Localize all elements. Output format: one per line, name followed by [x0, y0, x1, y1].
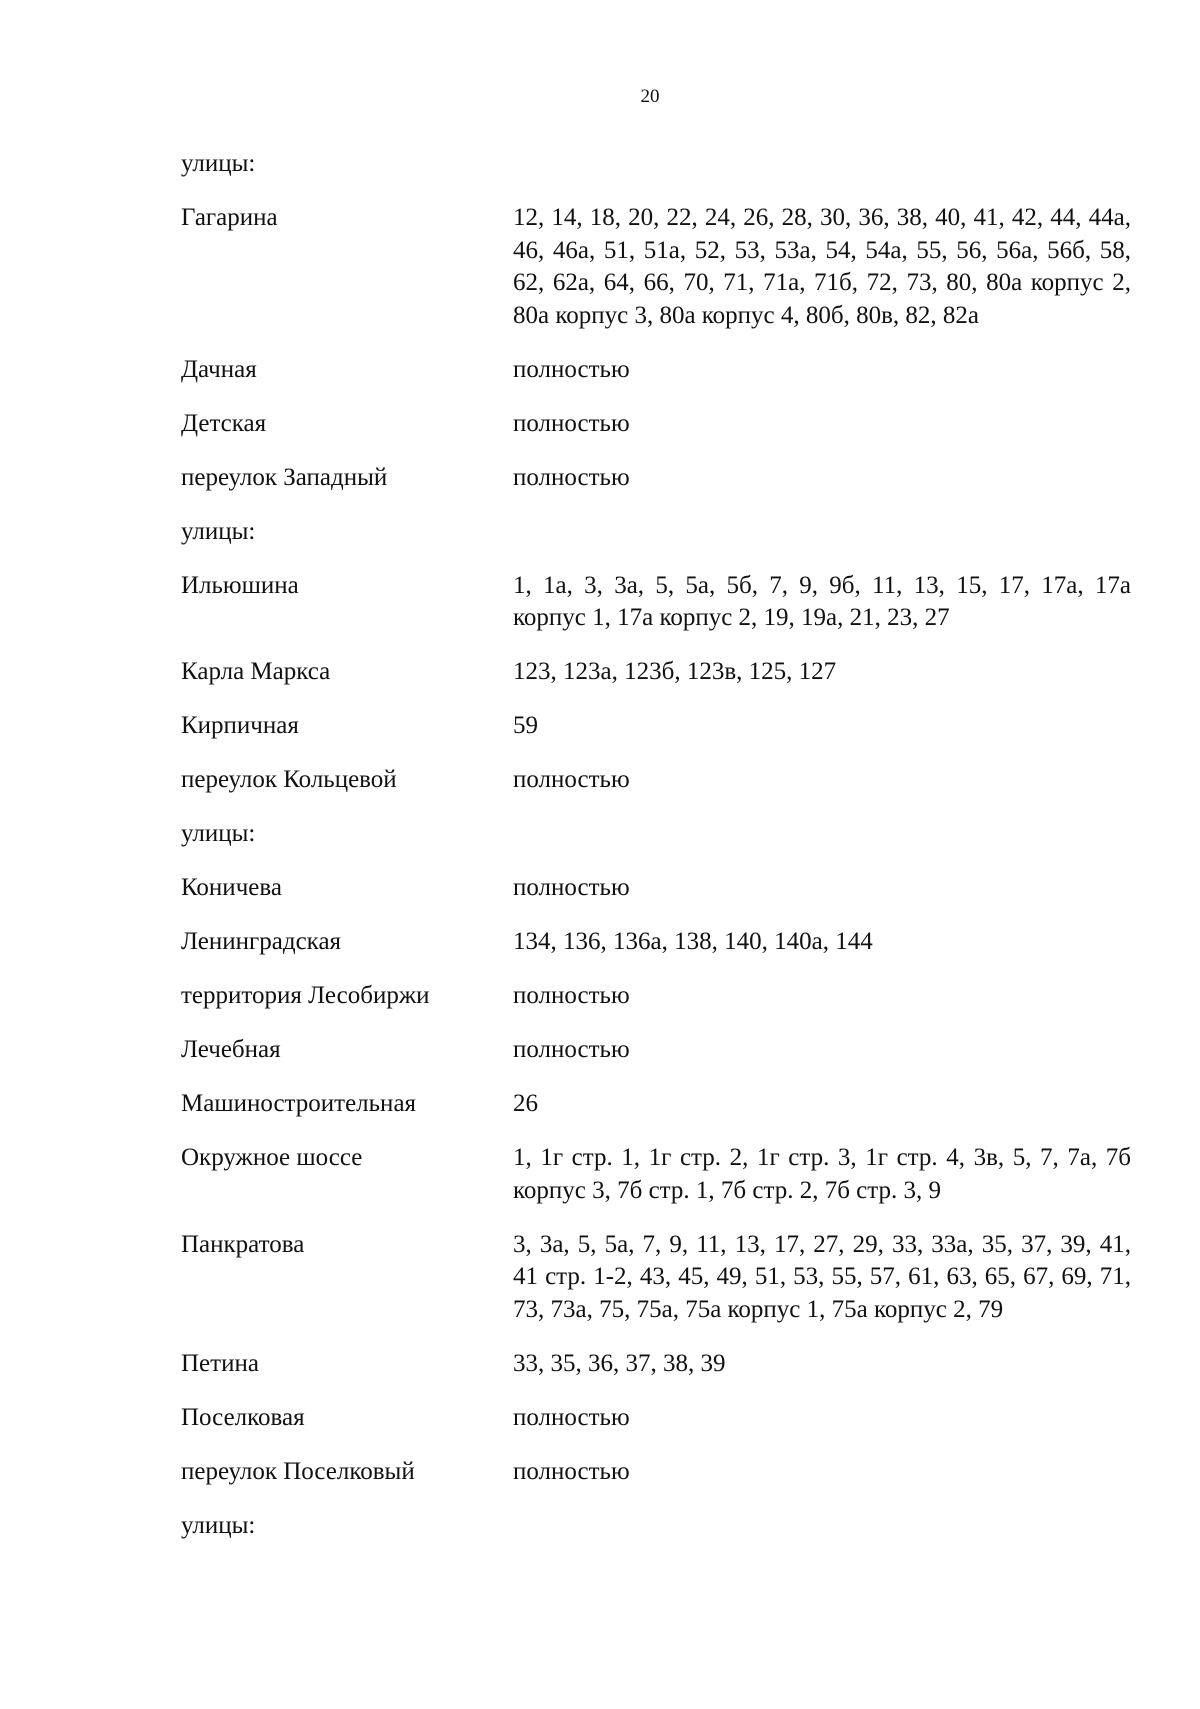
street-name: Кирпичная [181, 712, 299, 739]
street-name: Поселковая [181, 1403, 305, 1431]
page-number: 20 [640, 86, 660, 107]
street-name: Ильюшина [181, 571, 299, 599]
street-row [181, 1348, 1131, 1381]
section-heading: улицы: [181, 1511, 256, 1539]
street-name: Лечебная [181, 1036, 281, 1063]
street-name: Окружное шоссе [181, 1144, 363, 1171]
section-heading-row [181, 1510, 1131, 1543]
house-numbers: 123, 123а, 123б, 123в, 125, 127 [513, 658, 837, 685]
street-name: Машиностроительная [181, 1090, 417, 1117]
street-list [181, 148, 1131, 1564]
section-heading-row [181, 148, 1131, 181]
house-numbers: полностью [513, 766, 630, 793]
street-name: территория Лесобиржи [181, 982, 430, 1009]
house-numbers: полностью [513, 1036, 630, 1063]
street-name: Коничева [181, 874, 282, 901]
street-row [181, 570, 1131, 635]
house-numbers: 26 [513, 1090, 538, 1117]
street-name: Петина [181, 1349, 259, 1377]
house-numbers: полностью [513, 1457, 630, 1485]
street-row [181, 980, 1131, 1013]
street-row [181, 408, 1131, 441]
street-row [181, 1142, 1131, 1207]
street-name: Детская [181, 409, 267, 437]
house-numbers: полностью [513, 355, 630, 383]
street-name: Панкратова [181, 1230, 305, 1258]
house-numbers: 59 [513, 712, 538, 739]
house-numbers: 33, 35, 36, 37, 38, 39 [513, 1349, 726, 1377]
house-numbers: полностью [513, 409, 630, 437]
section-heading-row [181, 818, 1131, 851]
street-row [181, 656, 1131, 689]
street-row [181, 1088, 1131, 1121]
section-heading: улицы: [181, 150, 256, 177]
house-numbers: 1, 1г стр. 1, 1г стр. 2, 1г стр. 3, 1г стр. 4, 3в, 5, 7, 7а, 7б корпус 3, 7б стр. 1, 7б стр. 2, 7б стр. 3, 9 [513, 1144, 1131, 1204]
street-row [181, 202, 1131, 332]
street-row [181, 1229, 1131, 1327]
street-row [181, 1456, 1131, 1489]
house-numbers: полностью [513, 1403, 630, 1431]
street-name: Дачная [181, 355, 257, 383]
house-numbers: 12, 14, 18, 20, 22, 24, 26, 28, 30, 36, 38, 40, 41, 42, 44, 44а, 46, 46а, 51, 51а, 52, 53, 53а, 54, 54а, 55, 56, 56а, 56б, 58, 62, 62а, 64, 66, 70, 71, 71а, 71б, 72, 73, 80, 80а корпус 2, 80а корпус 3, 80а корпус 4, 80б, 80в, 82, 82а [513, 204, 1131, 329]
street-row [181, 354, 1131, 387]
street-row [181, 926, 1131, 959]
street-name: переулок Поселковый [181, 1457, 415, 1485]
street-row [181, 764, 1131, 797]
street-row [181, 1034, 1131, 1067]
street-row [181, 710, 1131, 743]
street-name: переулок Западный [181, 463, 388, 491]
house-numbers: полностью [513, 982, 630, 1009]
section-heading: улицы: [181, 820, 256, 847]
house-numbers: полностью [513, 874, 630, 901]
street-row [181, 462, 1131, 495]
street-name: Гагарина [181, 204, 278, 231]
section-heading: улицы: [181, 517, 256, 545]
house-numbers: 1, 1а, 3, 3а, 5, 5а, 5б, 7, 9, 9б, 11, 13, 15, 17, 17а, 17а корпус 1, 17а корпус 2, 19, 19а, 21, 23, 27 [513, 571, 1131, 631]
house-numbers: 3, 3а, 5, 5а, 7, 9, 11, 13, 17, 27, 29, 33, 33а, 35, 37, 39, 41, 41 стр. 1-2, 43, 45, 49, 51, 53, 55, 57, 61, 63, 65, 67, 69, 71, 73, 73а, 75, 75а, 75а корпус 1, 75а корпус 2, 79 [513, 1230, 1131, 1323]
street-name: Ленинградская [181, 928, 342, 955]
street-name: переулок Кольцевой [181, 766, 397, 793]
street-name: Карла Маркса [181, 658, 331, 685]
street-row [181, 872, 1131, 905]
house-numbers: 134, 136, 136а, 138, 140, 140а, 144 [513, 928, 873, 955]
section-heading-row [181, 516, 1131, 549]
street-row [181, 1402, 1131, 1435]
house-numbers: полностью [513, 463, 630, 491]
